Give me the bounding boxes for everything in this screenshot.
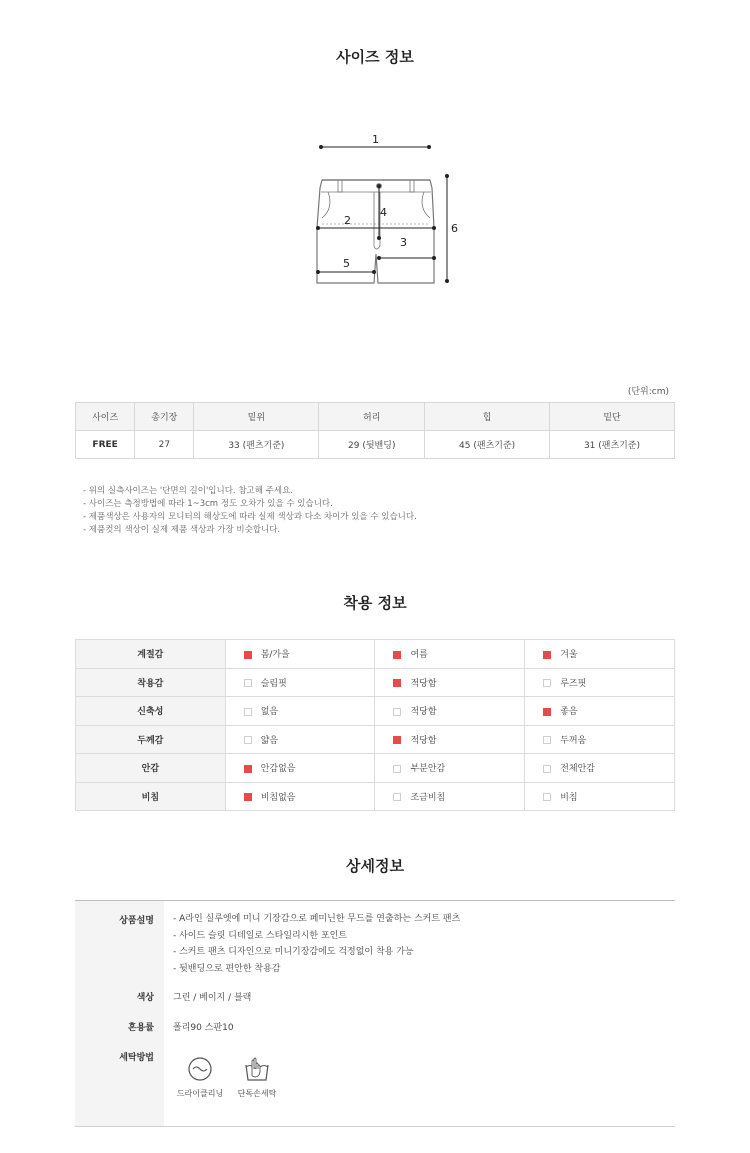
detail-info-title: 상세정보 — [346, 857, 404, 875]
detail-label-column — [75, 901, 164, 1126]
hand-wash-item — [227, 1056, 287, 1099]
size-header-cell: 힙 — [425, 403, 550, 431]
description-label: 상품설명 — [119, 916, 154, 926]
measure-label-1: 1 — [372, 133, 379, 146]
hand-wash-icon — [243, 1056, 271, 1082]
detail-info-box — [75, 900, 675, 1127]
wear-option-label: 부분안감 — [410, 764, 446, 775]
size-table-header-row — [76, 403, 675, 431]
checked-box-icon — [543, 708, 551, 716]
wear-option-label: 전체안감 — [560, 764, 595, 775]
wear-option — [225, 782, 375, 811]
checked-box-icon — [244, 793, 252, 801]
wear-option-label: 겨울 — [560, 650, 578, 661]
shorts-measurement-diagram — [300, 128, 470, 288]
wear-option-label: 두꺼움 — [560, 735, 587, 746]
measure-label-3: 3 — [400, 236, 407, 249]
wear-option-label: 조금비침 — [410, 792, 446, 803]
measure-label-2: 2 — [344, 214, 351, 227]
wear-option — [375, 668, 525, 697]
wear-row-label: 안감 — [76, 754, 226, 783]
wear-option — [225, 668, 375, 697]
size-table-row — [76, 431, 675, 459]
dry-clean-label: 드라이클리닝 — [176, 1089, 224, 1098]
wear-row-label: 비침 — [76, 782, 226, 811]
description-line: - 뒷밴딩으로 편안한 착용감 — [173, 963, 281, 974]
description-line: - 스커트 팬츠 디자인으로 미니기장감에도 걱정없이 착용 가능 — [173, 947, 414, 957]
description-list — [173, 911, 460, 977]
wear-option — [525, 668, 675, 697]
size-header-cell: 총기장 — [135, 403, 194, 431]
hand-wash-label: 단독손세탁 — [237, 1089, 277, 1098]
description-line: - A라인 실루엣에 미니 기장감으로 페미닌한 무드를 연출하는 스커트 팬츠 — [173, 914, 461, 924]
checked-box-icon — [393, 651, 401, 659]
measure-label-5: 5 — [343, 257, 350, 270]
size-header-cell: 밑단 — [550, 403, 675, 431]
wear-row — [76, 725, 675, 754]
wear-option — [525, 725, 675, 754]
wear-option — [525, 754, 675, 783]
size-table — [75, 402, 675, 459]
wear-row — [76, 640, 675, 669]
wear-row-label: 두께감 — [76, 725, 226, 754]
wear-option-label: 슬림핏 — [260, 678, 287, 689]
wear-option-label: 루즈핏 — [560, 678, 587, 689]
description-line: - 사이드 슬릿 디테일로 스타일리시한 포인트 — [173, 930, 348, 941]
wear-option — [375, 725, 525, 754]
wear-option-label: 적당함 — [410, 678, 437, 689]
wear-option — [375, 754, 525, 783]
wear-row-label: 계절감 — [76, 640, 226, 669]
note-line: - 사이즈는 측정방법에 따라 1~3cm 정도 오차가 있을 수 있습니다. — [83, 499, 333, 509]
wear-option-label: 안감없음 — [260, 764, 296, 775]
size-cell: 45 (팬츠기준) — [425, 431, 550, 459]
size-header-cell: 사이즈 — [76, 403, 135, 431]
color-value: 그린 / 베이지 / 블랙 — [173, 993, 252, 1003]
wear-row — [76, 697, 675, 726]
wear-row-label: 착용감 — [76, 668, 226, 697]
wear-option — [225, 754, 375, 783]
size-notes — [83, 485, 417, 537]
wear-row — [76, 754, 675, 783]
wear-option — [225, 697, 375, 726]
size-header-cell: 밑위 — [194, 403, 319, 431]
unit-label: (단위:cm) — [627, 387, 669, 397]
wear-option — [525, 782, 675, 811]
wear-row — [76, 668, 675, 697]
wear-option — [525, 697, 675, 726]
note-line: - 제품컷의 색상이 실제 제품 색상과 가장 비슷합니다. — [83, 525, 281, 535]
wear-option — [375, 782, 525, 811]
wear-option — [375, 640, 525, 669]
wear-option — [225, 640, 375, 669]
wear-option-label: 적당함 — [410, 707, 437, 718]
wear-option-label: 비침없음 — [260, 792, 296, 803]
wear-option — [525, 640, 675, 669]
material-label: 혼용률 — [127, 1023, 154, 1033]
wear-option-label: 비침 — [560, 792, 578, 803]
measure-label-6: 6 — [451, 222, 458, 235]
note-line: - 제품색상은 사용자의 모니터의 해상도에 따라 실제 색상과 다소 차이가 있을 수 있습니다. — [83, 512, 417, 522]
wash-label: 세탁방법 — [119, 1053, 154, 1063]
wear-option — [375, 697, 525, 726]
size-cell: 31 (팬츠기준) — [550, 431, 675, 459]
dry-clean-icon — [187, 1056, 213, 1082]
size-header-cell: 허리 — [319, 403, 425, 431]
unchecked-box-icon — [543, 679, 551, 687]
size-cell: 29 (뒷밴딩) — [319, 431, 425, 459]
wear-option-label: 없음 — [260, 707, 279, 718]
material-value: 폴리90 스판10 — [173, 1023, 234, 1033]
wear-option-label: 봄/가을 — [260, 650, 290, 661]
unchecked-box-icon — [244, 736, 252, 744]
wear-option-label: 좋음 — [560, 707, 578, 718]
unchecked-box-icon — [543, 793, 551, 801]
wear-option-label: 적당함 — [410, 735, 437, 746]
unchecked-box-icon — [393, 765, 401, 773]
checked-box-icon — [244, 765, 252, 773]
size-cell: 33 (팬츠기준) — [194, 431, 319, 459]
measure-label-4: 4 — [380, 206, 387, 219]
wear-option-label: 여름 — [410, 650, 428, 661]
wear-info-title: 착용 정보 — [343, 594, 407, 612]
unchecked-box-icon — [244, 708, 252, 716]
size-info-title: 사이즈 정보 — [336, 48, 414, 66]
size-cell: 27 — [135, 431, 194, 459]
unchecked-box-icon — [244, 679, 252, 687]
unchecked-box-icon — [543, 736, 551, 744]
unchecked-box-icon — [393, 708, 401, 716]
unchecked-box-icon — [393, 793, 401, 801]
unchecked-box-icon — [543, 765, 551, 773]
wear-option — [225, 725, 375, 754]
color-label: 색상 — [136, 993, 154, 1003]
wear-option-label: 얇음 — [260, 735, 279, 746]
dry-clean-item — [170, 1056, 230, 1099]
checked-box-icon — [393, 679, 401, 687]
note-line: - 위의 실측사이즈는 '단면의 길이'입니다. 참고해 주세요. — [83, 486, 293, 496]
checked-box-icon — [543, 651, 551, 659]
wear-row — [76, 782, 675, 811]
checked-box-icon — [244, 651, 252, 659]
wear-info-table — [75, 639, 675, 811]
wear-row-label: 신축성 — [76, 697, 226, 726]
size-cell: FREE — [76, 431, 135, 459]
checked-box-icon — [393, 736, 401, 744]
